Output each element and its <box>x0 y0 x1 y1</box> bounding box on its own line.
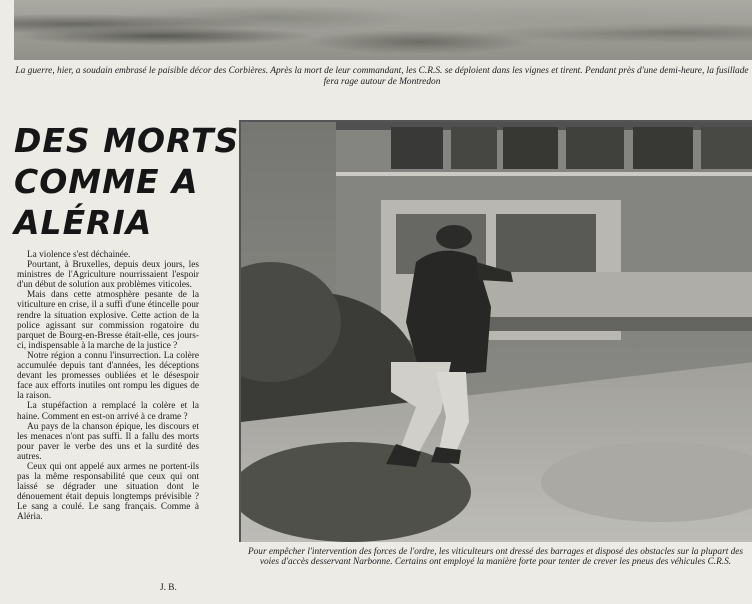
article-paragraph: Pourtant, à Bruxelles, depuis deux jours, les ministres de l'Agriculture nourrissaient l'espoir d'un début de solution aux problèmes viticoles. <box>17 260 199 291</box>
article-paragraph: Ceux qui ont appelé aux armes ne portent-ils pas la même responsabilité que ceux qui ont laissé se dégrader une situation dont le dénouement était depuis longtemps prévisible ? Le sang a coulé. Le sang français. Comme à Aléria. <box>17 461 199 523</box>
article-paragraph: Au pays de la chanson épique, les discours et les menaces n'ont pas suffi. Il a fallu des morts pour paver le verbe des uns et la surdité des autres. <box>17 421 199 462</box>
article-paragraph: La stupéfaction a remplacé la colère et la haine. Comment en est-on arrivé à ce drame ? <box>17 401 199 422</box>
headline-line-2: COMME A <box>14 162 199 201</box>
headline <box>14 120 240 243</box>
article-body <box>17 250 199 523</box>
article-signature: J. B. <box>160 583 177 593</box>
headline-line-3: ALÉRIA <box>14 203 153 242</box>
main-photo-image <box>241 122 752 542</box>
top-photo <box>14 0 752 60</box>
main-photo <box>239 120 752 542</box>
article-paragraph: La violence s'est déchainée. <box>27 250 131 260</box>
article-paragraph: Mais dans cette atmosphère pesante de la viticulture en crise, il a suffi d'une étincelle pour rendre la situation explosive. Cette action de la police agissant sur commission rogatoire du parquet de Bourg-en-Bresse était-elle, ces jours-ci, indispensable à la marche de la justice ? <box>17 290 199 351</box>
article-paragraph: Notre région a connu l'insurrection. La colère accumulée depuis tant d'années, les déceptions devant les promesses oubliées et le désespoir face aux efforts inutiles ont rompu les digues de la raison. <box>17 350 199 402</box>
main-photo-caption: Pour empêcher l'intervention des forces de l'ordre, les viticulteurs ont dressé des barrages et disposé des obstacles sur la plupart des voies d'accès desservant Narbonne. Certains ont employé la manière forte pour tenter de crever les pneus des véhicules C.R.S. <box>247 547 743 568</box>
headline-line-1: DES MORTS <box>14 121 240 160</box>
top-photo-caption: La guerre, hier, a soudain embrasé le paisible décor des Corbières. Après la mort de leur commandant, les C.R.S. se déploient dans les vignes et tirent. Pendant près d'une demi-heure, la fusillade fera rage autour de Montredon <box>15 66 749 87</box>
